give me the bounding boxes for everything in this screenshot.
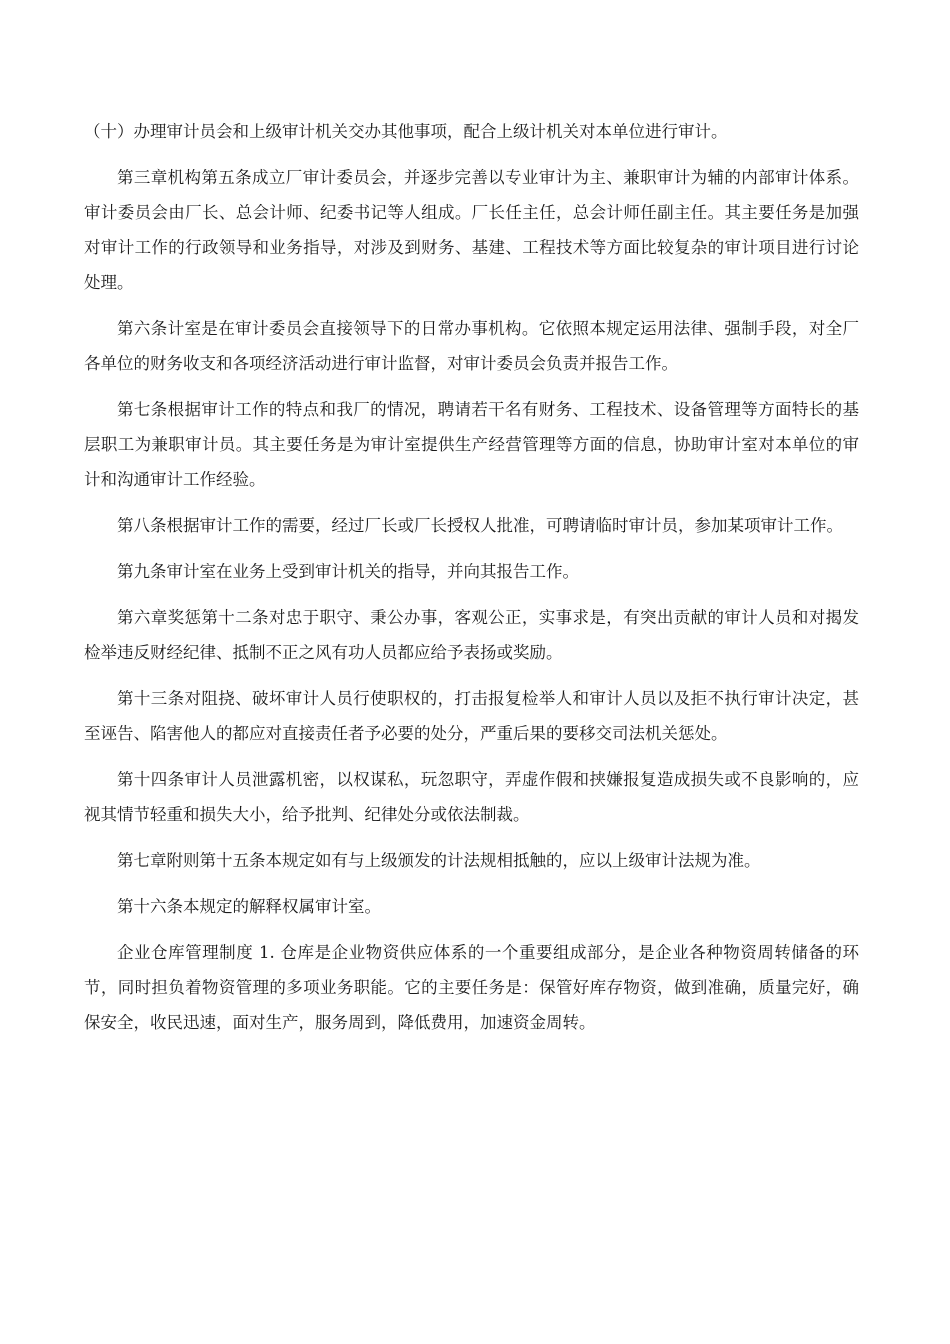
paragraph-article-15: 第七章附则第十五条本规定如有与上级颁发的计法规相抵触的，应以上级审计法规为准。 — [117, 851, 761, 870]
paragraph-article-7: 第七条根据审计工作的特点和我厂的情况，聘请若干名有财务、工程技术、设备管理等方面特长的基层职工为兼职审计员。其主要任务是为审计室提供生产经营管理等方面的信息，协助审计室对本单位的审计和沟通审计工作经验。 — [84, 400, 859, 489]
paragraph-audit-duties-10: （十）办理审计员会和上级审计机关交办其他事项，配合上级计机关对本单位进行审计。 — [84, 122, 728, 141]
paragraph-article-16: 第十六条本规定的解释权属审计室。 — [117, 897, 381, 916]
paragraph-article-14: 第十四条审计人员泄露机密，以权谋私，玩忽职守，弄虚作假和挟嫌报复造成损失或不良影响的，应视其情节轻重和损失大小，给予批判、纪律处分或依法制裁。 — [84, 770, 859, 824]
paragraph-article-5: 第三章机构第五条成立厂审计委员会，并逐步完善以专业审计为主、兼职审计为辅的内部审计体系。审计委员会由厂长、总会计师、纪委书记等人组成。厂长任主任，总会计师任副主任。其主要任务是加强对审计工作的行政领导和业务指导，对涉及到财务、基建、工程技术等方面比较复杂的审计项目进行讨论处理。 — [84, 168, 859, 292]
document-body — [84, 114, 859, 1051]
paragraph-article-13: 第十三条对阻挠、破坏审计人员行使职权的，打击报复检举人和审计人员以及拒不执行审计决定，甚至诬告、陷害他人的都应对直接责任者予必要的处分，严重后果的要移交司法机关惩处。 — [84, 689, 859, 743]
paragraph-article-9: 第九条审计室在业务上受到审计机关的指导，并向其报告工作。 — [117, 562, 579, 581]
paragraph-warehouse-rules: 企业仓库管理制度 1. 仓库是企业物资供应体系的一个重要组成部分，是企业各种物资周转储备的环节，同时担负着物资管理的多项业务职能。它的主要任务是：保管好库存物资，做到准确，质量完好，确保安全，收民迅速，面对生产，服务周到，降低费用，加速资金周转。 — [84, 943, 859, 1032]
paragraph-article-8: 第八条根据审计工作的需要，经过厂长或厂长授权人批准，可聘请临时审计员，参加某项审计工作。 — [117, 516, 843, 535]
paragraph-article-12: 第六章奖惩第十二条对忠于职守、秉公办事，客观公正，实事求是，有突出贡献的审计人员和对揭发检举违反财经纪律、抵制不正之风有功人员都应给予表扬或奖励。 — [84, 608, 859, 662]
paragraph-article-6: 第六条计室是在审计委员会直接领导下的日常办事机构。它依照本规定运用法律、强制手段，对全厂各单位的财务收支和各项经济活动进行审计监督，对审计委员会负责并报告工作。 — [84, 319, 859, 373]
